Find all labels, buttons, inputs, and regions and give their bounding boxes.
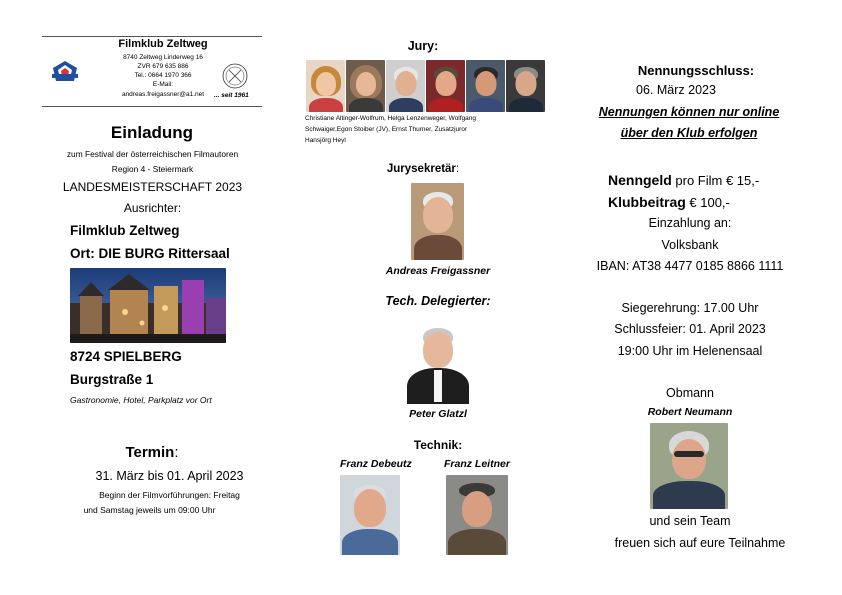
tech-delegate-heading: Tech. Delegierter: (385, 294, 491, 308)
city-line: 8724 SPIELBERG (70, 349, 182, 364)
amenities-line: Gastronomie, Hotel, Parkplatz vor Ort (70, 395, 212, 405)
since-text: ... seit 1961 (214, 92, 249, 99)
club-name: Filmklub Zeltweg (118, 38, 208, 50)
termin-label: Termin (125, 444, 175, 461)
championship-line: LANDESMEISTERSCHAFT 2023 (62, 180, 243, 194)
jury-names-line2: Schwaiger,Egon Stoiber (JV), Ernst Thurner, Zusatzjuror (305, 126, 468, 133)
fee-text: pro Film € 15,- (671, 173, 760, 188)
start-line1: Beginn der Filmvorführungen: Freitag (99, 490, 240, 500)
chair-photo (650, 423, 728, 509)
secretary-name: Andreas Freigassner (385, 265, 491, 277)
jury-heading: Jury: (407, 39, 439, 53)
club-zvr: ZVR 679 635 886 (137, 63, 189, 70)
header-bottom-rule (42, 106, 262, 107)
secretary-colon: : (455, 163, 460, 175)
start-line2: und Samstag jeweils um 09:00 Uhr (83, 505, 216, 515)
technik-name1: Franz Debeutz (340, 458, 412, 470)
tech-delegate-name: Peter Glatzl (409, 408, 467, 420)
welcome-line: freuen sich auf eure Teilnahme (614, 536, 786, 550)
termin-heading (42, 444, 262, 461)
payment-label: Einzahlung an: (648, 216, 732, 230)
secretary-label: Jurysekretär (386, 163, 456, 175)
organizer-name: Filmklub Zeltweg (70, 223, 180, 238)
iban: IBAN: AT38 4477 0185 8866 1111 (596, 259, 784, 273)
jury-photo-altinger-wolfrum (306, 60, 345, 112)
jury-photo-thurner (466, 60, 505, 112)
technik-heading: Technik: (413, 438, 463, 452)
club-phone: Tel.: 0664 1970 366 (134, 72, 192, 79)
club-logo (50, 60, 80, 82)
leitner-photo (446, 475, 508, 555)
deadline-heading: Nennungsschluss: (637, 63, 755, 78)
region-line: Region 4 - Steiermark (111, 164, 194, 174)
closing-time: 19:00 Uhr im Helenensaal (617, 344, 763, 358)
jury-names-line1: Christiane Altinger-Wolfrum, Helga Lenzenweger, Wolfgang (305, 115, 477, 122)
technik-name2: Franz Leitner (444, 458, 510, 470)
invitation-title: Einladung (110, 123, 194, 142)
castle-photo (70, 268, 226, 343)
tech-delegate-photo (404, 318, 472, 404)
closing-date: Schlussfeier: 01. April 2023 (614, 322, 766, 336)
chair-label: Obmann (666, 386, 714, 400)
jury-photo-lenzenweger (346, 60, 385, 112)
organizer-label: Ausrichter: (123, 201, 182, 215)
termin-colon: : (174, 444, 179, 461)
club-address: 8740 Zeltweg Linderweg 16 (123, 54, 203, 61)
jury-photo-schwaiger (386, 60, 425, 112)
fee-label: Nenngeld (608, 172, 672, 188)
club-email-label: E-Mail: (152, 81, 174, 88)
venue-line: Ort: DIE BURG Rittersaal (70, 246, 230, 261)
club-fee-label: Klubbeitrag (608, 194, 686, 210)
jury-photo-strip (306, 60, 546, 112)
street-line: Burgstraße 1 (70, 372, 154, 387)
bank-name: Volksbank (661, 238, 719, 252)
debeutz-photo (340, 475, 400, 555)
seal-logo (222, 63, 248, 89)
chair-name: Robert Neumann (647, 406, 733, 418)
club-fee-line (608, 194, 730, 210)
termin-dates: 31. März bis 01. April 2023 (95, 469, 244, 483)
festival-line: zum Festival der österreichischen Filmautoren (66, 149, 239, 159)
ceremony-time: Siegerehrung: 17.00 Uhr (621, 301, 759, 315)
deadline-date: 06. März 2023 (636, 83, 716, 97)
fee-line (608, 172, 759, 188)
secretary-photo (411, 183, 464, 260)
online-line2: über den Klub erfolgen (620, 126, 758, 140)
jury-photo-heyl (506, 60, 545, 112)
club-email[interactable]: andreas.freigassner@a1.net (121, 91, 205, 98)
header-top-rule (42, 36, 262, 37)
club-fee-text: € 100,- (685, 195, 730, 210)
jury-names-line3: Hansjörg Heyl (305, 137, 346, 144)
team-line: und sein Team (649, 514, 731, 528)
online-line1: Nennungen können nur online (598, 105, 780, 119)
secretary-heading (305, 163, 541, 175)
jury-photo-stoiber (426, 60, 465, 112)
